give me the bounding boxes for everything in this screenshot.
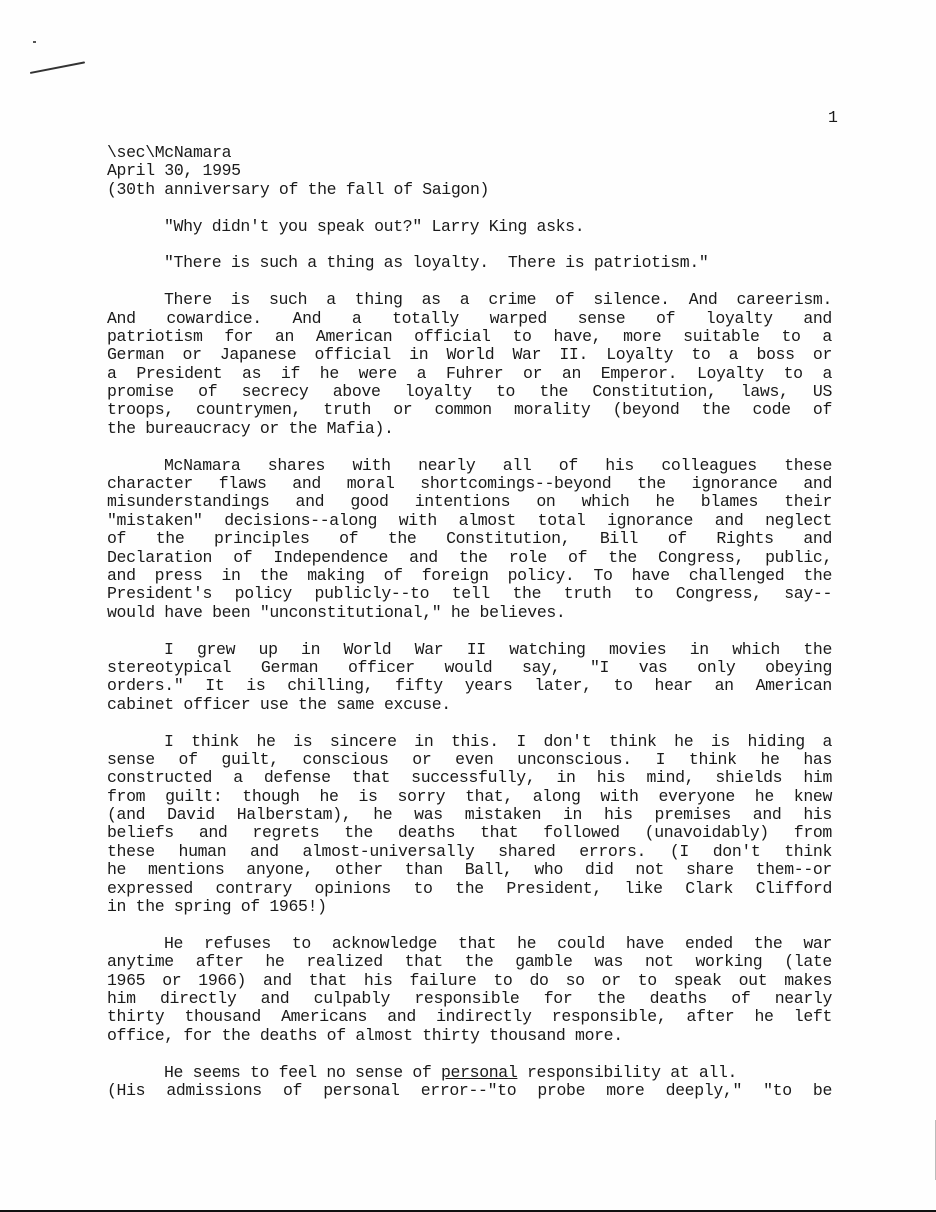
paragraph-crime-of-silence [107,291,832,438]
paragraph-line: cabinet officer use the same excuse. [107,694,451,714]
document-occasion: (30th anniversary of the fall of Saigon) [107,179,490,199]
paragraph-personal-responsibility [107,1064,832,1101]
paragraph-line: McNamara shares with nearly all of his colleagues these [164,455,832,475]
paragraph-line: thirty thousand Americans and indirectly responsible, after he left [107,1007,832,1027]
underlined-emphasis: personal [441,1062,518,1082]
paragraph-line [107,1064,832,1082]
text-segment: responsibility at all. [517,1062,738,1082]
paragraph-line: 1965 or 1966) and that his failure to do so or to speak out makes [107,970,832,990]
document-body [107,144,832,1119]
paragraph-sincere [107,733,832,917]
paragraph-line: misunderstandings and good intentions on which he blames their [107,492,832,512]
pen-mark-dot [33,41,36,43]
paragraph-line: these human and almost-universally shared errors. (I don't think [107,841,832,861]
document-header [107,144,832,199]
paragraph-world-war-ii [107,641,832,715]
paragraph-line: in the spring of 1965!) [107,897,327,917]
paragraph-line: He refuses to acknowledge that he could have ended the war [164,933,832,953]
paragraph-line: patriotism for an American official to have, more suitable to a [107,326,832,346]
paragraph-line: There is such a thing as a crime of silence. And careerism. [164,290,832,310]
paragraph-line: (and David Halberstam), he was mistaken in his premises and his [107,805,832,825]
paragraph-line: President's policy publicly--to tell the truth to Congress, say-- [107,584,832,604]
paragraph-line: and press in the making of foreign policy. To have challenged the [107,565,832,585]
paragraph-line: would have been "unconstitutional," he believes. [107,602,566,622]
text-segment: He seems to feel no sense of [164,1062,441,1082]
paragraph-line: stereotypical German officer would say, "I vas only obeying [107,657,832,677]
file-path: \sec\McNamara [107,143,232,162]
paragraph-quote-mcnamara [107,254,832,272]
paragraph-line: expressed contrary opinions to the President, like Clark Clifford [107,878,832,898]
paragraph-quote-king [107,218,832,236]
paragraph-line: a President as if he were a Fuhrer or an Emperor. Loyalty to a [107,363,832,383]
document-date: April 30, 1995 [107,161,241,181]
paragraph-line: "mistaken" decisions--along with almost total ignorance and neglect [107,510,832,530]
paragraph-line: I grew up in World War II watching movies in which the [164,639,832,659]
page-number: 1 [828,108,838,127]
paragraph-mcnamara-shares [107,457,832,623]
paragraph-line: he mentions anyone, other than Ball, who did not share them--or [107,860,832,880]
paragraph-refuses [107,935,832,1045]
paragraph-line: character flaws and moral shortcomings--beyond the ignorance and [107,474,832,494]
paragraph-line: promise of secrecy above loyalty to the Constitution, laws, US [107,382,832,402]
paragraph-line: office, for the deaths of almost thirty thousand more. [107,1025,623,1045]
paragraph-line: beliefs and regrets the deaths that followed (unavoidably) from [107,823,832,843]
paragraph-line: him directly and culpably responsible for the deaths of nearly [107,988,832,1008]
pen-mark-stroke [30,61,85,74]
paragraph-line: sense of guilt, conscious or even unconscious. I think he has [107,749,832,769]
paragraph-line: I think he is sincere in this. I don't think he is hiding a [164,731,832,751]
paragraph-line: anytime after he realized that the gamble was not working (late [107,952,832,972]
paragraph-line: German or Japanese official in World War II. Loyalty to a boss or [107,345,832,365]
paragraph-line: orders." It is chilling, fifty years later, to hear an American [107,676,832,696]
paragraph-line: (His admissions of personal error--"to probe more deeply," "to be [107,1080,832,1100]
paragraph-line: "There is such a thing as loyalty. There is patriotism." [164,253,709,273]
paragraph-line: "Why didn't you speak out?" Larry King asks. [164,216,585,236]
paragraph-line: of the principles of the Constitution, Bill of Rights and [107,529,832,549]
paragraph-line: And cowardice. And a totally warped sense of loyalty and [107,308,832,328]
paragraph-line: from guilt: though he is sorry that, along with everyone he knew [107,786,832,806]
paragraph-line: Declaration of Independence and the role of the Congress, public, [107,547,832,567]
paragraph-line: the bureaucracy or the Mafia). [107,418,394,438]
paragraph-line: constructed a defense that successfully, in his mind, shields him [107,768,832,788]
paragraph-line: troops, countrymen, truth or common morality (beyond the code of [107,400,832,420]
